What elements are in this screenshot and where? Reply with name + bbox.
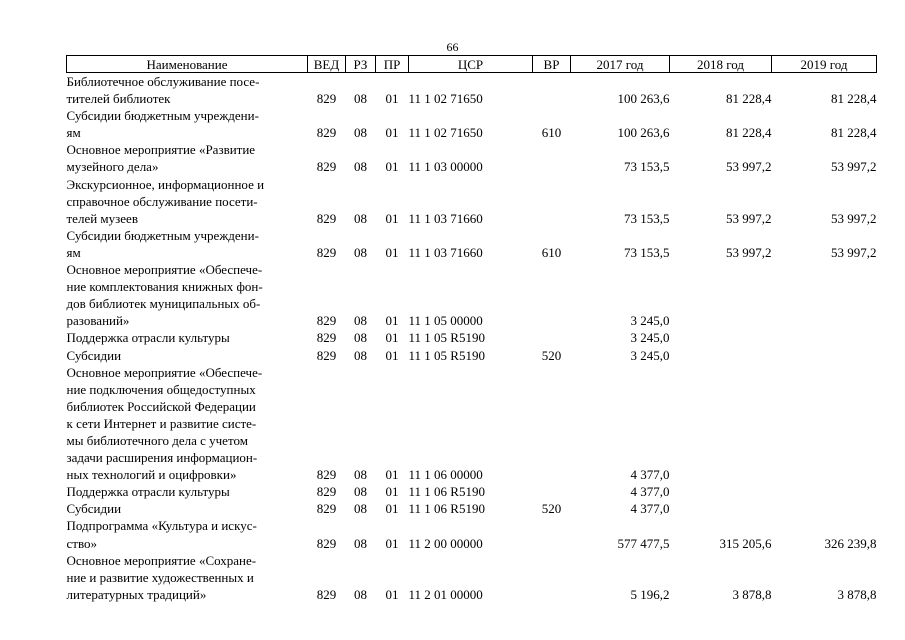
cell-vr: 520 <box>541 501 562 517</box>
table-row <box>67 552 877 603</box>
cell-y2017: 4 377,0 <box>630 501 670 517</box>
row-name <box>67 500 308 517</box>
row-name-line: Подпрограмма «Культура и искус- <box>66 518 257 534</box>
cell-pr: 01 <box>385 347 399 363</box>
cell-rz: 08 <box>354 91 367 107</box>
column-header-pr: ПР <box>376 56 409 73</box>
cell-ved: 829 <box>316 484 337 500</box>
cell-vr <box>533 329 571 346</box>
table-row <box>67 500 877 517</box>
cell-rz: 08 <box>354 330 367 346</box>
row-name-line: ние комплектования книжных фон- <box>66 279 263 295</box>
cell-vr: 520 <box>541 347 562 363</box>
table-row <box>67 141 877 175</box>
row-name-line: литературных традиций» <box>66 586 207 602</box>
cell-y2019 <box>772 329 877 346</box>
cell-csr: 11 2 01 00000 <box>408 586 483 602</box>
cell-y2018: 53 997,2 <box>726 159 772 175</box>
cell-csr: 11 1 03 71660 <box>408 210 483 226</box>
row-name-line: Основное мероприятие «Обеспече- <box>66 262 263 278</box>
row-name-line: разований» <box>66 313 130 329</box>
column-header-2018: 2018 год <box>670 56 772 73</box>
row-name-line: Субсидии бюджетным учреждени- <box>66 108 259 124</box>
row-name-line: телей музеев <box>66 210 138 226</box>
cell-y2017: 73 153,5 <box>624 210 670 226</box>
row-name-line: Основное мероприятие «Обеспече- <box>66 364 263 380</box>
row-name-line: Поддержка отрасли культуры <box>66 484 230 500</box>
cell-y2017: 100 263,6 <box>617 91 670 107</box>
cell-y2019 <box>772 500 877 517</box>
cell-rz: 08 <box>354 313 367 329</box>
cell-rz: 08 <box>354 244 367 260</box>
cell-y2018 <box>670 329 772 346</box>
cell-vr <box>533 483 571 500</box>
row-name-line: Основное мероприятие «Сохране- <box>66 552 257 568</box>
cell-vr <box>533 176 571 227</box>
row-name-line: ям <box>66 125 81 141</box>
cell-ved: 829 <box>316 125 337 141</box>
table-row <box>67 107 877 141</box>
cell-rz: 08 <box>354 467 367 483</box>
row-name-line: ных технологий и оцифровки» <box>66 467 237 483</box>
cell-y2018: 81 228,4 <box>726 125 772 141</box>
column-header-name: Наименование <box>67 56 308 73</box>
table-row <box>67 261 877 329</box>
cell-rz: 08 <box>354 210 367 226</box>
header-row <box>67 56 877 73</box>
cell-pr: 01 <box>385 467 399 483</box>
cell-rz: 08 <box>354 586 367 602</box>
cell-csr: 11 1 06 R5190 <box>408 501 485 517</box>
cell-y2019 <box>772 364 877 484</box>
row-name <box>67 227 308 261</box>
row-name-line: Поддержка отрасли культуры <box>66 330 230 346</box>
table-row <box>67 227 877 261</box>
cell-pr: 01 <box>385 125 399 141</box>
cell-vr <box>533 141 571 175</box>
cell-y2019: 53 997,2 <box>831 159 877 175</box>
cell-csr: 11 2 00 00000 <box>408 535 483 551</box>
budget-table <box>66 55 877 603</box>
cell-ved: 829 <box>316 159 337 175</box>
cell-y2017: 3 245,0 <box>630 313 670 329</box>
cell-ved: 829 <box>316 313 337 329</box>
cell-pr: 01 <box>385 210 399 226</box>
cell-y2017: 4 377,0 <box>630 484 670 500</box>
row-name-line: библиотек Российской Федерации <box>66 398 256 414</box>
cell-y2018: 53 997,2 <box>726 210 772 226</box>
cell-y2017: 3 245,0 <box>630 330 670 346</box>
cell-rz: 08 <box>354 535 367 551</box>
cell-y2018 <box>670 364 772 484</box>
cell-csr: 11 1 06 R5190 <box>408 484 485 500</box>
cell-vr <box>533 517 571 551</box>
cell-rz: 08 <box>354 347 367 363</box>
cell-rz: 08 <box>354 484 367 500</box>
table-row <box>67 176 877 227</box>
row-name-line: тителей библиотек <box>66 91 171 107</box>
row-name <box>67 483 308 500</box>
cell-y2018: 81 228,4 <box>726 91 772 107</box>
cell-y2019: 81 228,4 <box>831 125 877 141</box>
cell-pr: 01 <box>385 159 399 175</box>
cell-ved: 829 <box>316 586 337 602</box>
cell-ved: 829 <box>316 330 337 346</box>
cell-pr: 01 <box>385 330 399 346</box>
cell-vr <box>533 364 571 484</box>
cell-y2019 <box>772 261 877 329</box>
cell-rz: 08 <box>354 501 367 517</box>
cell-ved: 829 <box>316 91 337 107</box>
cell-y2018: 3 878,8 <box>732 586 772 602</box>
row-name-line: музейного дела» <box>66 159 159 175</box>
cell-ved: 829 <box>316 347 337 363</box>
row-name-line: Субсидии <box>66 501 122 517</box>
cell-y2017: 4 377,0 <box>630 467 670 483</box>
cell-y2019: 326 239,8 <box>824 535 877 551</box>
cell-y2019: 53 997,2 <box>831 244 877 260</box>
row-name <box>67 261 308 329</box>
cell-pr: 01 <box>385 586 399 602</box>
cell-csr: 11 1 06 00000 <box>408 467 483 483</box>
row-name-line: задачи расширения информацион- <box>66 450 258 466</box>
cell-y2019: 3 878,8 <box>837 586 877 602</box>
cell-pr: 01 <box>385 244 399 260</box>
cell-y2018 <box>670 500 772 517</box>
cell-csr: 11 1 05 R5190 <box>408 330 485 346</box>
cell-csr: 11 1 03 00000 <box>408 159 483 175</box>
cell-y2017: 73 153,5 <box>624 159 670 175</box>
cell-y2017: 3 245,0 <box>630 347 670 363</box>
cell-ved: 829 <box>316 535 337 551</box>
table-body <box>67 73 877 603</box>
cell-y2019: 81 228,4 <box>831 91 877 107</box>
cell-pr: 01 <box>385 501 399 517</box>
cell-ved: 829 <box>316 467 337 483</box>
cell-vr: 610 <box>541 244 562 260</box>
row-name <box>67 517 308 551</box>
row-name-line: справочное обслуживание посети- <box>66 193 258 209</box>
row-name <box>67 552 308 603</box>
cell-csr: 11 1 03 71660 <box>408 244 483 260</box>
cell-y2017: 5 196,2 <box>630 586 670 602</box>
cell-pr: 01 <box>385 535 399 551</box>
cell-y2018 <box>670 347 772 364</box>
column-header-2017: 2017 год <box>571 56 670 73</box>
row-name-line: Библиотечное обслуживание посе- <box>66 74 260 89</box>
cell-y2018 <box>670 483 772 500</box>
table-row <box>67 73 877 108</box>
cell-y2019 <box>772 347 877 364</box>
cell-y2017: 577 477,5 <box>617 535 670 551</box>
cell-y2017: 100 263,6 <box>617 125 670 141</box>
cell-y2019: 53 997,2 <box>831 210 877 226</box>
row-name <box>67 329 308 346</box>
cell-vr <box>533 73 571 108</box>
row-name-line: Основное мероприятие «Развитие <box>66 142 256 158</box>
row-name <box>67 73 308 108</box>
cell-vr <box>533 552 571 603</box>
row-name-line: ние подключения общедоступных <box>66 381 256 397</box>
cell-vr <box>533 261 571 329</box>
row-name-line: ство» <box>66 535 98 551</box>
table-row <box>67 483 877 500</box>
row-name-line: Субсидии бюджетным учреждени- <box>66 227 259 243</box>
cell-y2017: 73 153,5 <box>624 244 670 260</box>
column-header-rz: РЗ <box>346 56 376 73</box>
row-name-line: мы библиотечного дела с учетом <box>66 432 248 448</box>
cell-y2018 <box>670 261 772 329</box>
column-header-ved: ВЕД <box>308 56 346 73</box>
cell-csr: 11 1 02 71650 <box>408 91 483 107</box>
cell-pr: 01 <box>385 484 399 500</box>
cell-rz: 08 <box>354 125 367 141</box>
table-row <box>67 517 877 551</box>
row-name <box>67 364 308 484</box>
row-name-line: дов библиотек муниципальных об- <box>66 296 261 312</box>
row-name <box>67 107 308 141</box>
cell-ved: 829 <box>316 501 337 517</box>
row-name <box>67 176 308 227</box>
cell-csr: 11 1 05 R5190 <box>408 347 485 363</box>
row-name-line: Субсидии <box>66 347 122 363</box>
table-row <box>67 329 877 346</box>
cell-y2018: 315 205,6 <box>719 535 772 551</box>
row-name-line: ние и развитие художественных и <box>66 569 254 585</box>
cell-pr: 01 <box>385 91 399 107</box>
column-header-vr: ВР <box>533 56 571 73</box>
cell-csr: 11 1 05 00000 <box>408 313 483 329</box>
row-name <box>67 347 308 364</box>
page-number: 66 <box>446 40 459 54</box>
cell-rz: 08 <box>354 159 367 175</box>
row-name-line: к сети Интернет и развитие систе- <box>66 415 257 431</box>
column-header-2019: 2019 год <box>772 56 877 73</box>
cell-pr: 01 <box>385 313 399 329</box>
column-header-csr: ЦСР <box>409 56 533 73</box>
row-name-line: Экскурсионное, информационное и <box>66 176 265 192</box>
table-row <box>67 364 877 484</box>
cell-ved: 829 <box>316 244 337 260</box>
row-name-line: ям <box>66 244 81 260</box>
cell-ved: 829 <box>316 210 337 226</box>
cell-y2018: 53 997,2 <box>726 244 772 260</box>
cell-y2019 <box>772 483 877 500</box>
cell-csr: 11 1 02 71650 <box>408 125 483 141</box>
row-name <box>67 141 308 175</box>
table-row <box>67 347 877 364</box>
cell-vr: 610 <box>541 125 562 141</box>
